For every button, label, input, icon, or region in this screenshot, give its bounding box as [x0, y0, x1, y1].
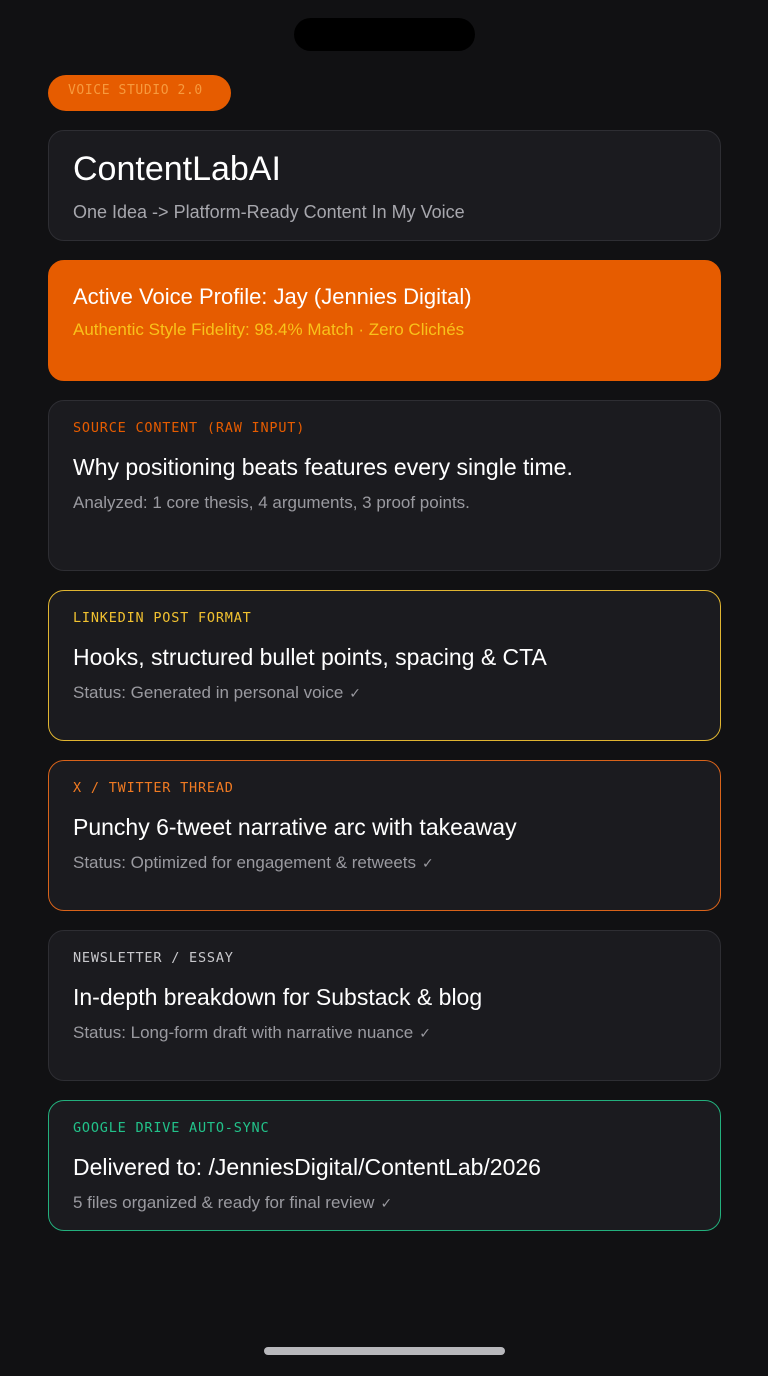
app-subtitle: One Idea -> Platform-Ready Content In My Voice	[73, 202, 465, 222]
card-detail	[73, 493, 696, 513]
linkedin-post-card[interactable]	[48, 590, 721, 741]
version-badge: VOICE STUDIO 2.0	[48, 75, 231, 111]
voice-profile-fidelity: Authentic Style Fidelity: 98.4% Match · Zero Clichés	[73, 320, 465, 339]
card-label: X / TWITTER THREAD	[73, 780, 234, 796]
card-heading: Hooks, structured bullet points, spacing & CTA	[73, 644, 547, 670]
card-heading: Why positioning beats features every single time.	[73, 454, 573, 480]
card-label: SOURCE CONTENT (RAW INPUT)	[73, 420, 306, 436]
card-detail-text: Analyzed: 1 core thesis, 4 arguments, 3 proof points.	[73, 493, 470, 512]
card-label: LINKEDIN POST FORMAT	[73, 610, 252, 626]
newsletter-essay-card[interactable]	[48, 930, 721, 1081]
card-detail-text: 5 files organized & ready for final review	[73, 1193, 375, 1212]
check-icon: ✓	[349, 686, 362, 702]
card-detail-text: Status: Long-form draft with narrative nuance	[73, 1023, 414, 1042]
card-detail	[73, 853, 696, 874]
app-header-card	[48, 130, 721, 241]
card-heading: In-depth breakdown for Substack & blog	[73, 984, 483, 1010]
card-detail-text: Status: Generated in personal voice	[73, 683, 344, 702]
app-title: ContentLabAI	[73, 150, 281, 188]
card-detail	[73, 683, 696, 704]
card-label: GOOGLE DRIVE AUTO-SYNC	[73, 1120, 270, 1136]
check-icon: ✓	[380, 1196, 393, 1212]
card-heading: Punchy 6-tweet narrative arc with takeaway	[73, 814, 517, 840]
voice-profile-title: Active Voice Profile: Jay (Jennies Digital)	[73, 284, 472, 309]
twitter-thread-card[interactable]	[48, 760, 721, 911]
google-drive-sync-card[interactable]	[48, 1100, 721, 1231]
source-content-card[interactable]	[48, 400, 721, 571]
card-detail	[73, 1023, 696, 1044]
card-detail-text: Status: Optimized for engagement & retweets	[73, 853, 417, 872]
card-label: NEWSLETTER / ESSAY	[73, 950, 234, 966]
check-icon: ✓	[419, 1026, 431, 1042]
home-indicator[interactable]	[264, 1347, 505, 1355]
voice-profile-card[interactable]	[48, 260, 721, 381]
card-heading: Delivered to: /JenniesDigital/ContentLab/2026	[73, 1154, 541, 1180]
card-detail	[73, 1193, 696, 1214]
check-icon: ✓	[422, 856, 434, 872]
camera-notch	[294, 18, 475, 51]
